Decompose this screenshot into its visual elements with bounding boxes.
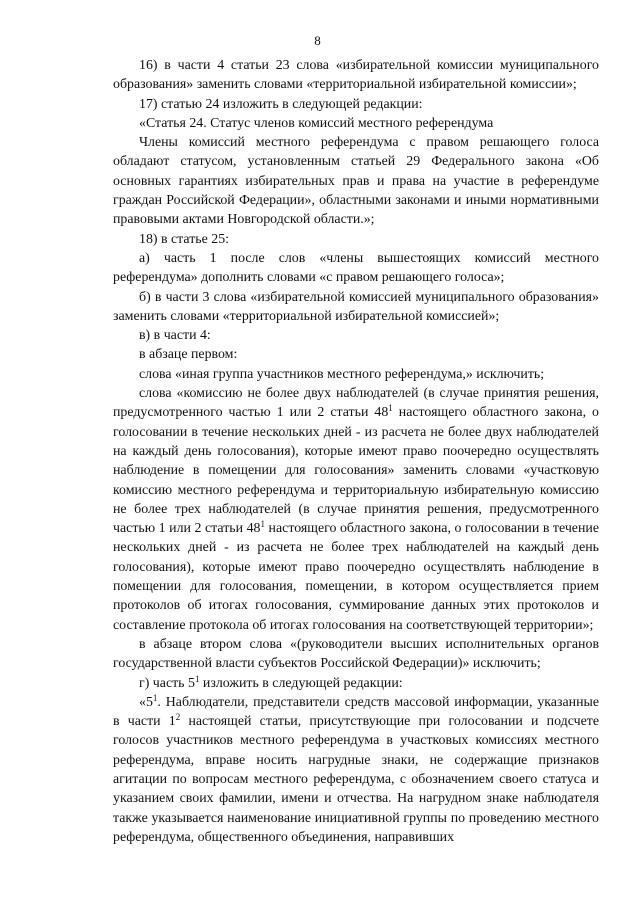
paragraph: Члены комиссий местного референдума с правом решающего голоса обладают статусом, установленным статьей 29 Федерального закона «Об основных гарантиях избирательных прав и права на участие в референдуме граждан Российской Федерации», областными законами и иными нормативными правовыми актами Новгородской области.»; [113, 135, 599, 228]
superscript: 1 [152, 692, 158, 703]
text-run: настоящего областного закона, о голосовании в течение нескольких дней - из расчета не более трех наблюдателей на каждый день голосования), которые имеют право поочередно осуществлять наблюдение в помещении для голосования, помещении, в котором осуществляется прием протоколов об итогах голосования, суммирование данных этих протоколов и составление протокола об итогах голосования на соответствующей территории»; [113, 521, 599, 633]
text-run: настоящего областного закона, о голосовании в течение нескольких дней - из расчета не более двух наблюдателей на каждый день голосования), которые имеют право поочередно осуществлять наблюдение в помещении для голосования» заменить словами «участковую комиссию местного референдума и территориальную избирательную комиссию не более трех наблюдателей (в случае принятия решения, предусмотренного частью 1 или 2 статьи 48 [113, 405, 599, 537]
paragraph: в) в части 4: [139, 328, 211, 344]
paragraph: слова «иная группа участников местного референдума,» исключить; [139, 366, 545, 382]
text-run: г) часть 5 [139, 675, 195, 691]
superscript: 1 [194, 673, 200, 684]
paragraph: 17) статью 24 изложить в следующей редакции: [139, 96, 423, 112]
text-run: настоящей статьи, присутствующие при голосовании и подсчете голосов участников местного референдума в участковых комиссиях местного референдума, вправе носить нагрудные знаки, не содержащие признаков агитации по вопросам местного референдума, с обозначением своего статуса и указанием своих фамилии, имени и отчества. На нагрудном знаке наблюдателя также указывается наименование инициативной группы по проведению местного референдума, общественного объединения, направивших [113, 714, 599, 845]
superscript: 1 [260, 519, 265, 530]
paragraph: «Статья 24. Статус членов комиссий местного референдума [139, 115, 494, 131]
paragraph [113, 384, 599, 635]
paragraph: в абзаце втором слова «(руководители высших исполнительных органов государственной власти субъектов Российской Федерации)» исключить; [113, 636, 599, 672]
paragraph: а) часть 1 после слов «члены вышестоящих комиссий местного референдума» дополнить словами «с правом решающего голоса»; [113, 250, 599, 286]
superscript: 2 [175, 712, 181, 723]
text-run: «5 [139, 694, 153, 710]
superscript: 1 [388, 403, 393, 414]
paragraph [113, 693, 599, 847]
paragraph: б) в части 3 слова «избирательной комиссией муниципального образования» заменить словами «территориальной избирательной комиссией»; [113, 289, 599, 324]
paragraph: 18) в статье 25: [139, 231, 230, 247]
text-run: слова «комиссию не более двух наблюдателей (в случае принятия решения, предусмотренного частью 1 или 2 статьи 48 [113, 386, 599, 421]
text-run: изложить в следующей редакции: [199, 675, 403, 691]
paragraph [113, 674, 599, 693]
text-run: . Наблюдатели, представители средств массовой информации, указанные в части 1 [113, 694, 599, 730]
document-body [113, 56, 599, 847]
paragraph: в абзаце первом: [139, 347, 238, 363]
paragraph: 16) в части 4 статьи 23 слова «избирательной комиссии муниципального образования» заменить словами «территориальной избирательной комиссии»; [113, 58, 599, 93]
page-number: 8 [314, 33, 321, 48]
